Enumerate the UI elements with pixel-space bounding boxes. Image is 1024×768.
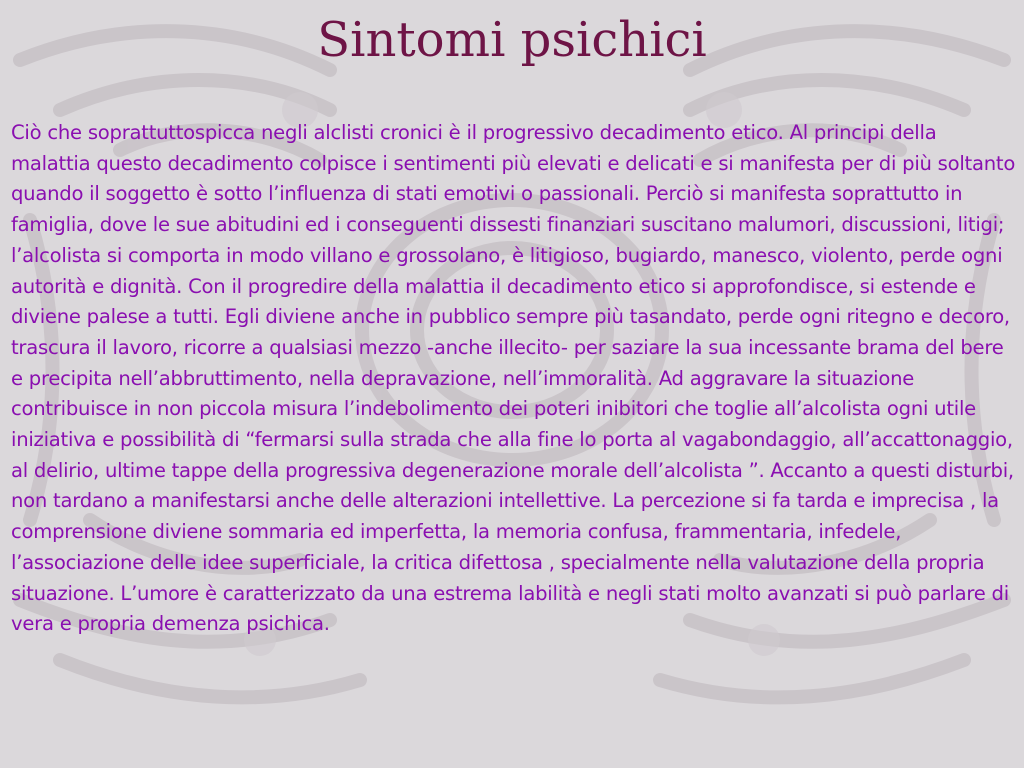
slide-title: Sintomi psichici <box>317 12 707 68</box>
slide-body-text: Ciò che soprattuttospicca negli alclisti cronici è il progressivo decadimento etico. Al principi della malattia questo decadimento colpisce i sentimenti più elevati e delicati e si manifesta per di più soltanto quando il soggetto è sotto l’influenza di stati emotivi o passionali. Perciò si manifesta soprattutto in famiglia, dove le sue abitudini ed i conseguenti dissesti finanziari suscitano malumori, discussioni, litigi; l’alcolista si comporta in modo villano e grossolano, è litigioso, bugiardo, manesco, violento, perde ogni autorità e dignità. Con il progredire della malattia il decadimento etico si approfondisce, si estende e diviene palese a tutti. Egli diviene anche in pubblico sempre più tasandato, perde ogni ritegno e decoro, trascura il lavoro, ricorre a qualsiasi mezzo -anche illecito- per saziare la sua incessante brama del bere e precipita nell’abbruttimento, nella depravazione, nell’immoralità. Ad aggravare la situazione contribuisce in non piccola misura l’indebolimento dei poteri inibitori che toglie all’alcolista ogni utile iniziativa e possibilità di “fermarsi sulla strada che alla fine lo porta al vagabondaggio, all’accattonaggio, al delirio, ultime tappe della progressiva degenerazione morale dell’alcolista ”. Accanto a questi disturbi, non tardano a manifestarsi anche delle alterazioni intellettive. La percezione si fa tarda e imprecisa , la comprensione diviene sommaria ed imperfetta, la memoria confusa, frammentaria, infedele, l’associazione delle idee superficiale, la critica difettosa , specialmente nella valutazione della propria situazione. L’umore è caratterizzato da una estrema labilità e negli stati molto avanzati si può parlare di vera e propria demenza psichica. <box>11 121 1016 636</box>
